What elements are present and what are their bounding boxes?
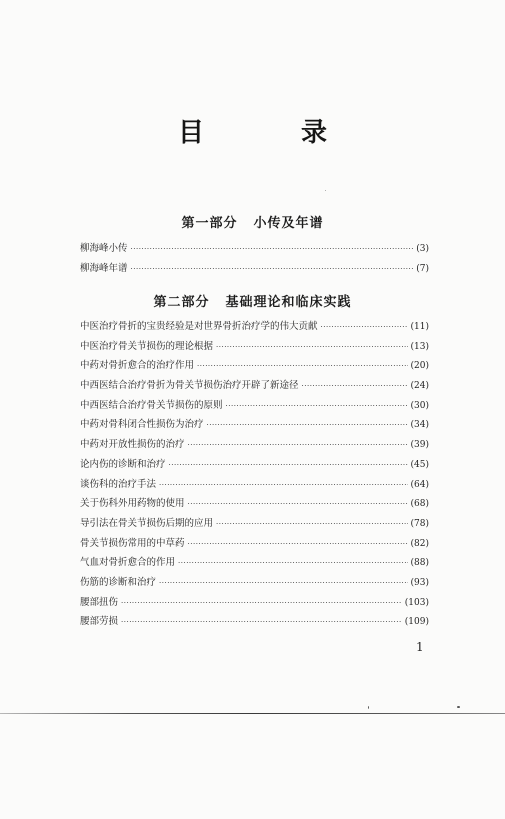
toc-entry-page: (3) [416, 244, 429, 254]
section-part-label: 第二部分 [153, 295, 210, 310]
toc-entry[interactable] [80, 357, 429, 377]
section-heading-part-one [0, 212, 505, 231]
toc-entry[interactable] [80, 594, 429, 614]
toc-entry-page: (78) [410, 518, 429, 529]
dot-leader [216, 520, 408, 528]
dot-leader [188, 500, 408, 508]
dot-leader [321, 323, 408, 331]
section-name: 基础理论和临床实践 [225, 295, 352, 310]
toc-entry-title: 中医治疗骨关节损伤的理论根据 [80, 340, 214, 352]
dot-leader [131, 265, 414, 273]
toc-entry-title: 中药对骨科闭合性损伤为治疗 [80, 419, 204, 431]
dot-leader [197, 362, 408, 370]
toc-entry-page: (34) [410, 420, 429, 431]
toc-entry-page: (24) [410, 381, 429, 392]
toc-entry-title: 导引法在骨关节损伤后期的应用 [80, 517, 214, 529]
toc-entry-page: (93) [410, 577, 429, 588]
toc-entry-page: (64) [410, 479, 429, 490]
scan-speck [368, 706, 369, 709]
dot-leader [188, 441, 408, 449]
toc-entry-title: 气血对骨折愈合的作用 [80, 557, 176, 569]
scan-speck [457, 706, 460, 708]
dot-leader [121, 599, 402, 607]
toc-entry-title: 伤筋的诊断和治疗 [80, 576, 157, 588]
toc-entry-title: 腰部扭伤 [80, 596, 119, 608]
scan-edge-line [0, 713, 505, 714]
toc-entry[interactable] [80, 436, 429, 456]
toc-entry-title: 柳海峰小传 [80, 243, 128, 254]
dot-leader [178, 559, 408, 567]
toc-entry[interactable] [80, 456, 429, 476]
dot-leader [207, 421, 408, 429]
toc-entry-page: (103) [404, 597, 429, 608]
toc-entry-title: 腰部劳损 [80, 616, 119, 628]
toc-entry-page: (13) [410, 341, 429, 352]
toc-list-part-one [80, 240, 429, 279]
toc-entry-page: (45) [410, 459, 429, 470]
toc-entry-page: (88) [410, 558, 429, 569]
section-name: 小传及年谱 [253, 216, 324, 231]
toc-entry[interactable] [80, 338, 429, 358]
page-title: 目 录 [177, 118, 372, 148]
dot-leader [226, 402, 408, 410]
toc-entry-page: (109) [404, 617, 429, 628]
dot-leader [159, 481, 408, 489]
section-heading-part-two [0, 291, 505, 310]
toc-entry[interactable] [80, 613, 429, 633]
toc-entry-title: 柳海峰年谱 [80, 262, 128, 274]
toc-entry[interactable] [80, 495, 429, 515]
toc-entry-page: (30) [410, 400, 429, 411]
scan-speck [325, 190, 326, 191]
toc-entry-title: 中药对开放性损伤的治疗 [80, 439, 185, 451]
section-part-label: 第一部分 [181, 216, 238, 231]
page-number: 1 [416, 640, 424, 654]
toc-entry-page: (39) [410, 440, 429, 451]
toc-entry-title: 谈伤科的治疗手法 [80, 478, 157, 490]
toc-entry[interactable] [80, 240, 429, 260]
toc-entry-page: (11) [410, 322, 429, 332]
toc-list-part-two [80, 318, 429, 633]
toc-entry[interactable] [80, 397, 429, 417]
toc-entry[interactable] [80, 476, 429, 496]
toc-entry[interactable] [80, 574, 429, 594]
dot-leader [302, 382, 408, 390]
toc-entry-title: 骨关节损伤常用的中草药 [80, 537, 185, 549]
toc-entry[interactable] [80, 554, 429, 574]
toc-entry[interactable] [80, 515, 429, 535]
toc-entry[interactable] [80, 260, 429, 280]
dot-leader [188, 540, 408, 548]
toc-entry[interactable] [80, 535, 429, 555]
toc-entry-title: 论内伤的诊断和治疗 [80, 458, 166, 470]
toc-entry[interactable] [80, 318, 429, 338]
toc-entry-title: 关于伤科外用药物的使用 [80, 498, 185, 510]
dot-leader [121, 618, 402, 626]
toc-entry-page: (82) [410, 538, 429, 549]
dot-leader [159, 579, 408, 587]
toc-entry[interactable] [80, 416, 429, 436]
toc-entry-page: (20) [410, 361, 429, 372]
toc-entry-title: 中西医结合治疗骨关节损伤的原则 [80, 399, 223, 411]
toc-entry-title: 中药对骨折愈合的治疗作用 [80, 360, 195, 372]
dot-leader [131, 245, 414, 253]
toc-entry-page: (7) [416, 263, 429, 274]
toc-entry[interactable] [80, 377, 429, 397]
toc-entry-title: 中医治疗骨折的宝贵经验是对世界骨折治疗学的伟大贡献 [80, 321, 318, 332]
dot-leader [216, 343, 408, 351]
toc-entry-title: 中西医结合治疗骨折为骨关节损伤治疗开辟了新途径 [80, 380, 299, 392]
toc-entry-page: (68) [410, 499, 429, 510]
dot-leader [169, 461, 408, 469]
